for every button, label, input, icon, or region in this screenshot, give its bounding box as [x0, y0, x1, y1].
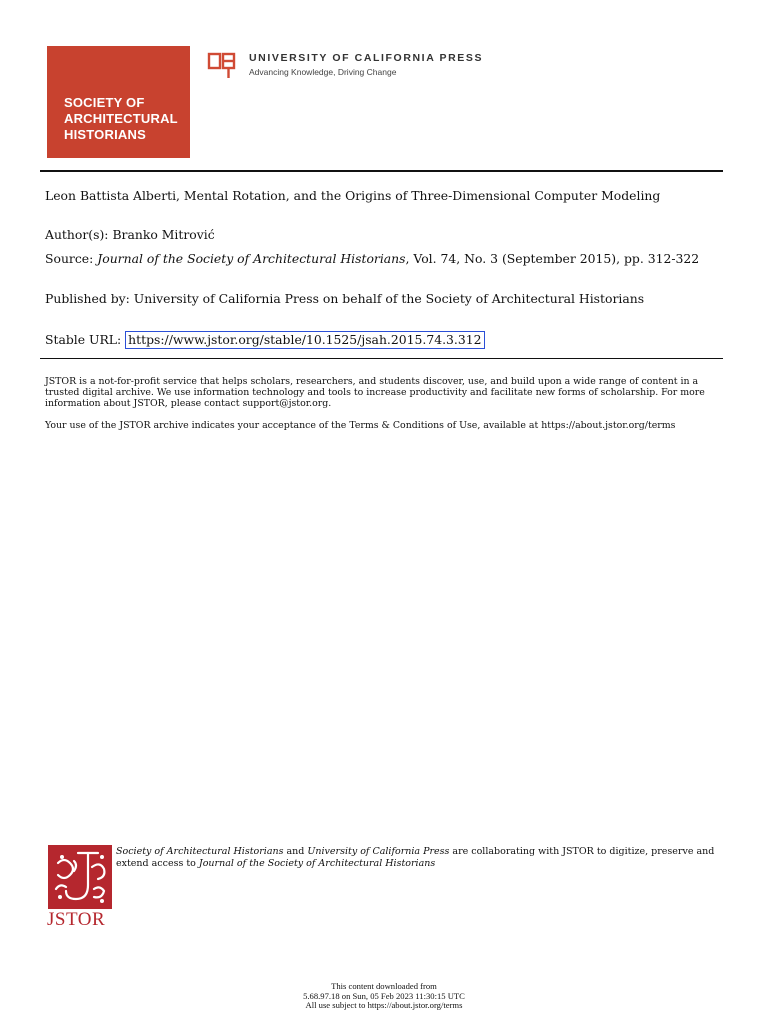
- jstor-wordmark: JSTOR: [47, 909, 106, 930]
- article-source: [45, 251, 715, 266]
- collab-and: and: [283, 846, 308, 857]
- publisher-name: University of California Press on behalf of the Society of Architectural Historians: [133, 291, 645, 306]
- source-label: Source:: [45, 251, 94, 266]
- collaboration-statement: [116, 846, 736, 869]
- ucp-name: UNIVERSITY OF CALIFORNIA PRESS: [249, 52, 484, 64]
- society-logo-line: ARCHITECTURAL: [64, 111, 178, 126]
- source-detail: , Vol. 74, No. 3 (September 2015), pp. 312-322: [405, 251, 700, 266]
- collab-org2: University of California Press: [307, 846, 450, 857]
- stable-url-label: Stable URL:: [45, 332, 122, 347]
- ucp-tagline: Advancing Knowledge, Driving Change: [249, 67, 397, 77]
- society-logo: [47, 46, 190, 158]
- top-divider: [40, 170, 723, 172]
- collab-journal: Journal of the Society of Architectural Historians: [198, 857, 436, 869]
- author-label: Author(s):: [45, 227, 109, 242]
- article-title: Leon Battista Alberti, Mental Rotation, and the Origins of Three-Dimensional Computer Modeling: [45, 188, 661, 203]
- footer-line: All use subject to https://about.jstor.org/terms: [305, 1000, 463, 1010]
- footer-line: This content downloaded from: [331, 981, 437, 991]
- footer-line: 5.68.97.18 on Sun, 05 Feb 2023 11:30:15 UTC: [303, 990, 465, 1001]
- jstor-logo-icon: [48, 845, 112, 909]
- published-label: Published by:: [45, 291, 130, 306]
- ucp-book-icon: [207, 52, 237, 80]
- article-publisher: [45, 291, 715, 306]
- download-footer: [0, 982, 768, 1011]
- author-name: Branko Mitrović: [112, 227, 215, 242]
- society-logo-line: HISTORIANS: [64, 127, 146, 142]
- article-author: [45, 227, 715, 242]
- stable-url-row: [45, 331, 715, 349]
- stable-url-link[interactable]: https://www.jstor.org/stable/10.1525/jsah.2015.74.3.312: [125, 331, 484, 349]
- collab-mid: are collaborating with JSTOR to digitize, preserve and extend access to: [116, 846, 715, 869]
- middle-divider: [40, 358, 723, 359]
- collab-org1: Society of Architectural Historians: [116, 846, 284, 857]
- jstor-notice: JSTOR is a not-for-profit service that helps scholars, researchers, and students discover, use, and build upon a wide range of content in a trusted digital archive. We use information technology and tools to increase productivity and facilitate new forms of scholarship. For more information about JSTOR, please contact support@jstor.org.: [45, 376, 705, 409]
- terms-notice: Your use of the JSTOR archive indicates your acceptance of the Terms & Conditions of Use, available at https://about.jstor.org/terms: [45, 420, 676, 431]
- source-journal: Journal of the Society of Architectural Historians: [97, 251, 406, 266]
- society-logo-line: SOCIETY OF: [64, 95, 145, 110]
